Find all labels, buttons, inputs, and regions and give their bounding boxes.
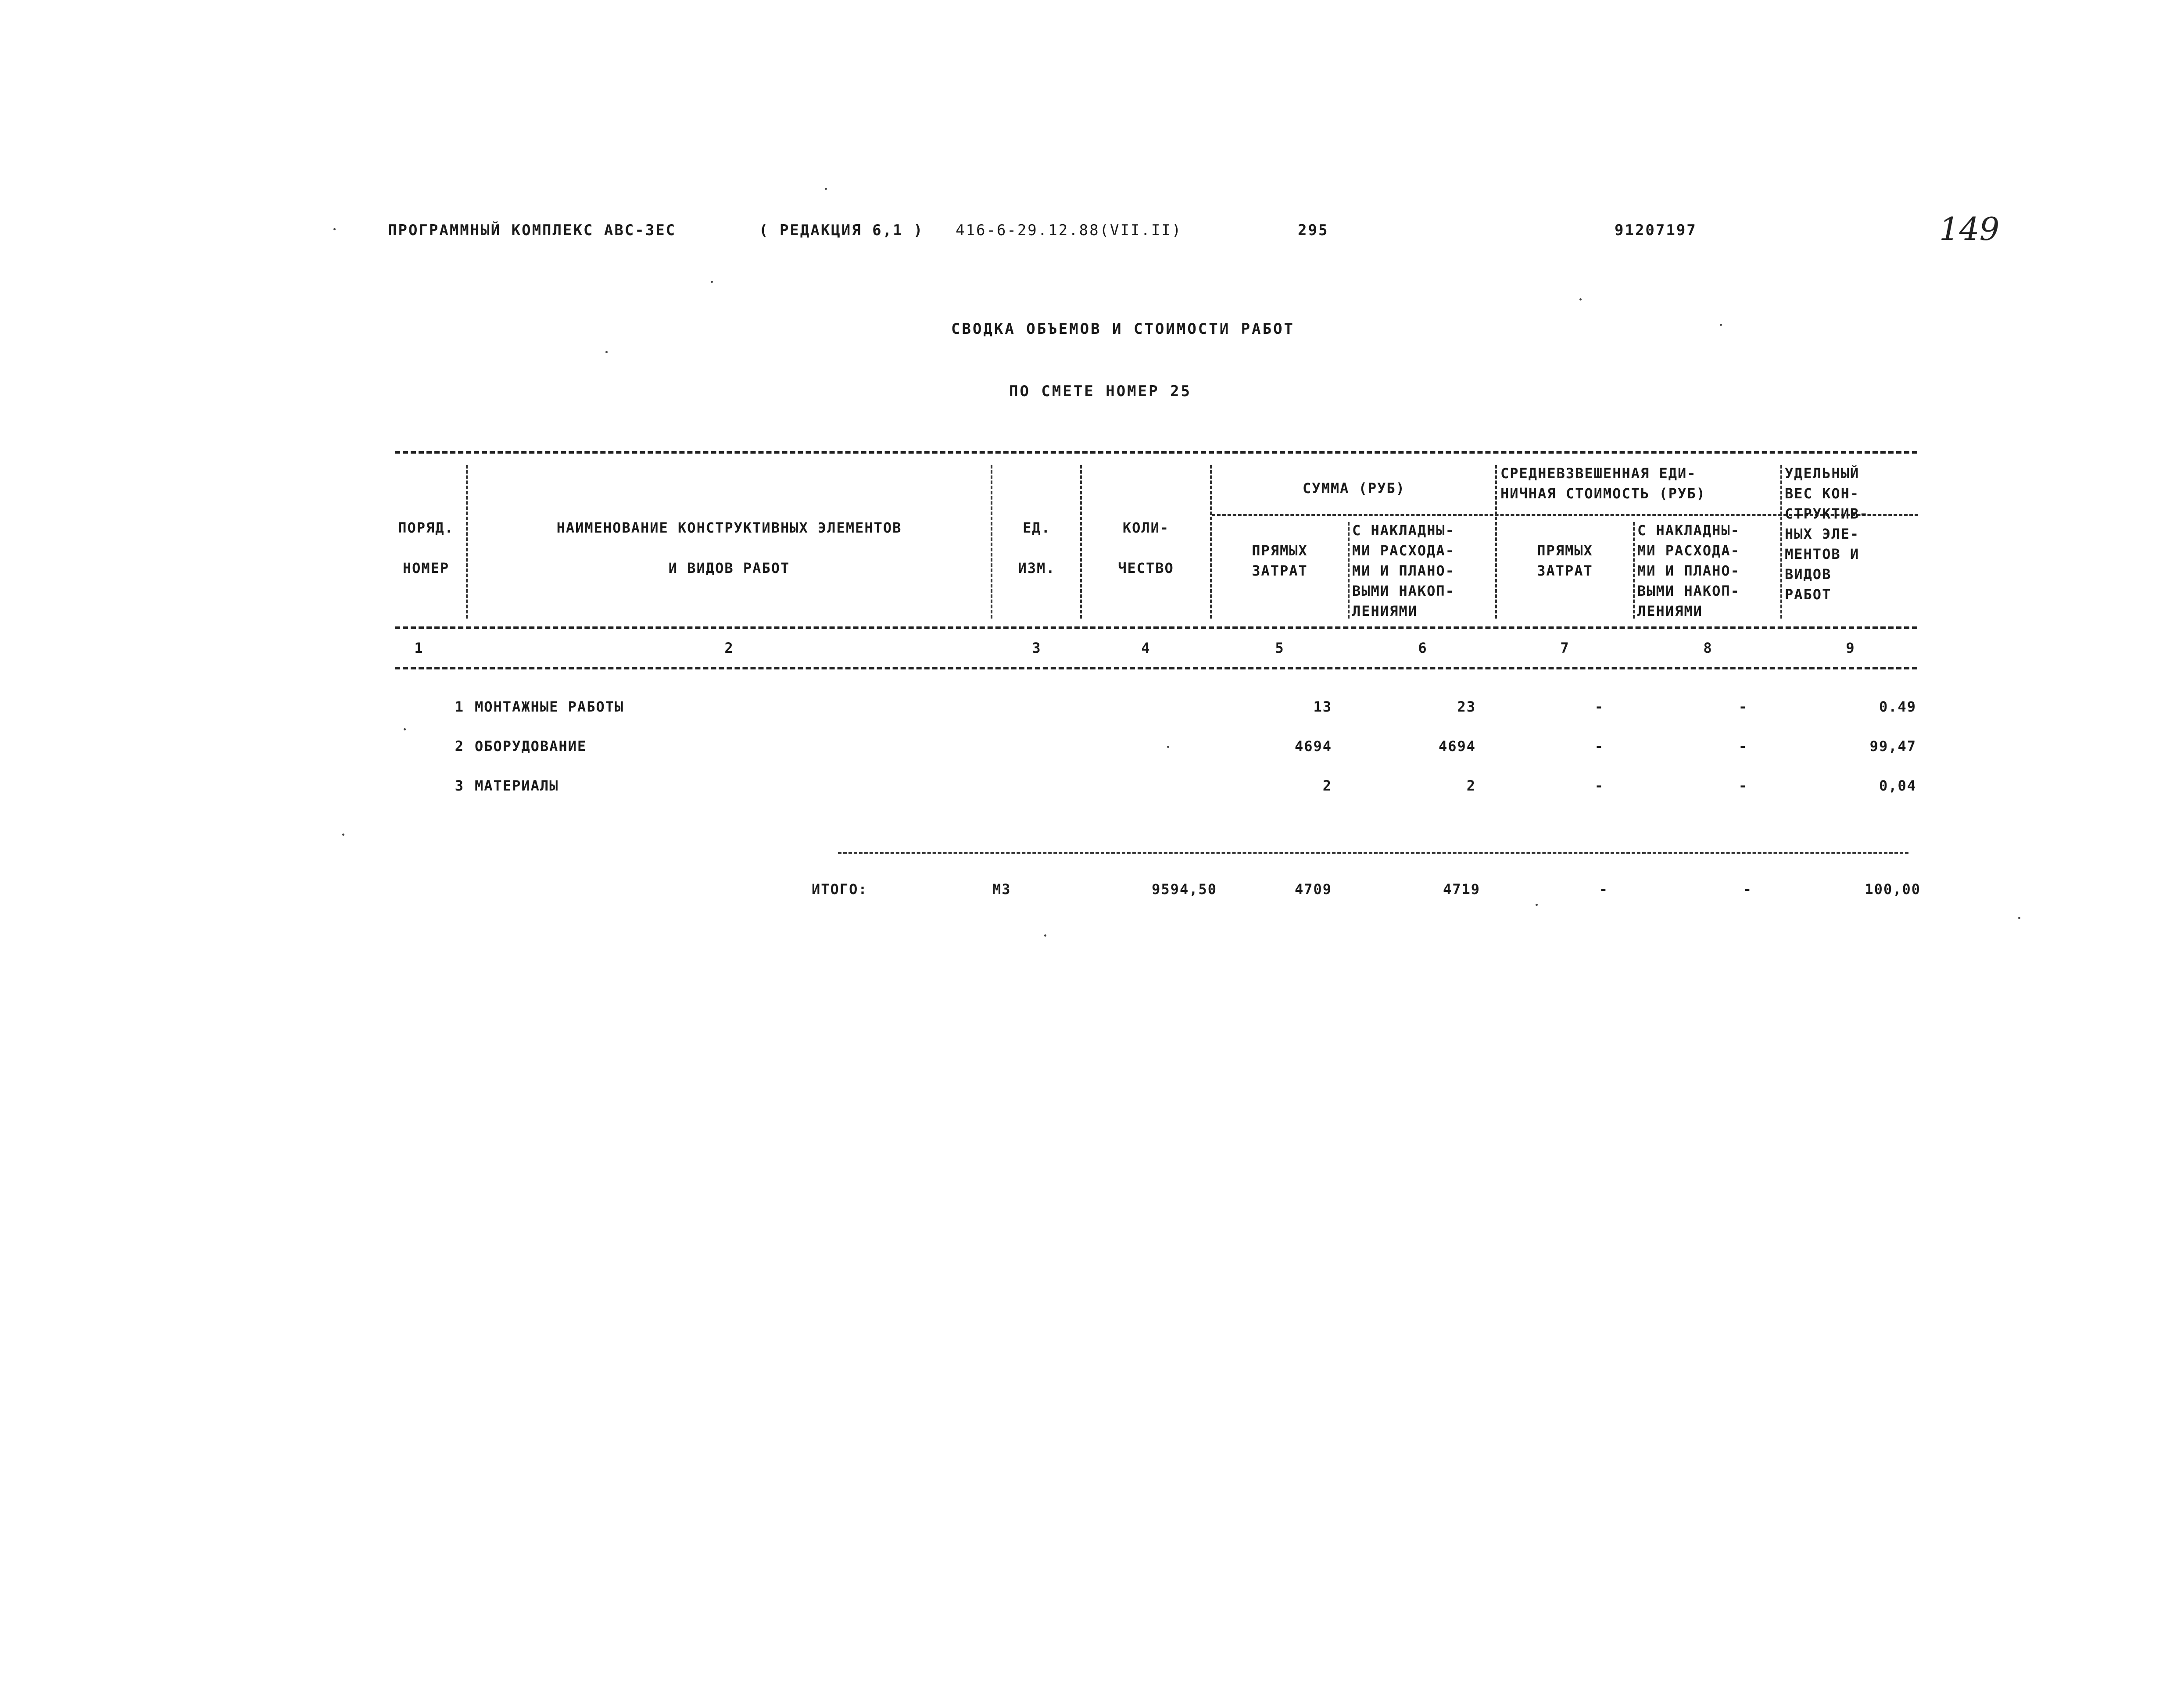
row-3-sum-direct: 2 [1322,777,1332,794]
col-separator [1495,465,1497,619]
header-unit: ЕД. ИЗМ. [1018,519,1056,576]
header-name: НАИМЕНОВАНИЕ КОНСТРУКТИВНЫХ ЭЛЕМЕНТОВ И ВИДОВ РАБОТ [556,519,902,576]
row-2-sum-overhead: 4694 [1438,738,1476,755]
scan-speck [1044,934,1046,937]
row-2-share: 99,47 [1869,738,1916,755]
total-sum-overhead: 4719 [1443,881,1480,898]
colnum-1: 1 [414,640,424,656]
header-avg-group: СРЕДНЕВЗВЕШЕННАЯ ЕДИ- НИЧНАЯ СТОИМОСТЬ (РУБ) [1500,465,1706,502]
doc-code: 416-6-29.12.88(VII.II) [956,222,1182,239]
row-2-sum-direct: 4694 [1294,738,1332,755]
colnum-3: 3 [1032,640,1042,656]
row-2-avg-overhead: - [1738,738,1748,755]
row-1-sum-direct: 13 [1313,698,1332,715]
handwritten-page-number: 149 [1939,211,2000,247]
scan-speck [2018,917,2020,919]
sheet-number: 295 [1298,222,1329,239]
colnum-6: 6 [1418,640,1428,656]
colnum-bottom-border [395,667,1917,669]
header-avg-overhead: С НАКЛАДНЫ- МИ РАСХОДА- МИ И ПЛАНО- ВЫМИ НАКОП- ЛЕНИЯМИ [1637,522,1740,619]
colnum-9: 9 [1846,640,1855,656]
total-label: ИТОГО: [812,881,868,898]
scan-speck [342,834,344,836]
colnum-2: 2 [724,640,734,656]
header-specific-weight: УДЕЛЬНЫЙ ВЕС КОН- СТРУКТИВ- НЫХ ЭЛЕ- МЕНТОВ И ВИДОВ РАБОТ [1785,465,1869,603]
total-sum-direct: 4709 [1294,881,1332,898]
program-name: ПРОГРАММНЫЙ КОМПЛЕКС АВС-3ЕС [388,222,677,239]
colnum-4: 4 [1141,640,1151,656]
scan-speck [711,281,713,283]
row-3-share: 0,04 [1879,777,1916,794]
document-subtitle: ПО СМЕТЕ НОМЕР 25 [1009,383,1192,400]
scan-speck [1536,904,1538,906]
colnum-8: 8 [1703,640,1713,656]
row-3-name: МАТЕРИАЛЫ [475,777,559,794]
col-separator [1633,522,1635,619]
row-1-share: 0.49 [1879,698,1916,715]
header-avg-direct: ПРЯМЫХ ЗАТРАТ [1537,542,1593,579]
row-1-avg-direct: - [1594,698,1604,715]
scan-speck [1167,746,1169,748]
scan-speck [404,728,406,730]
row-2-name: ОБОРУДОВАНИЕ [475,738,587,755]
scan-speck [1579,298,1582,301]
code-number: 91207197 [1615,222,1697,239]
row-2-avg-direct: - [1594,738,1604,755]
header-order: ПОРЯД. НОМЕР [398,519,454,576]
row-2-num: 2 [455,738,464,755]
col-separator [1348,522,1350,619]
colnum-5: 5 [1275,640,1285,656]
header-sum-group: СУММА (РУБ) [1303,480,1405,497]
total-avg-direct: - [1599,881,1608,898]
header-sum-direct: ПРЯМЫХ ЗАТРАТ [1252,542,1308,579]
document-title: СВОДКА ОБЪЕМОВ И СТОИМОСТИ РАБОТ [951,320,1295,338]
col-separator [1210,465,1212,619]
row-3-sum-overhead: 2 [1466,777,1476,794]
row-3-avg-overhead: - [1738,777,1748,794]
scan-speck [605,351,608,353]
colnum-7: 7 [1560,640,1570,656]
col-separator [466,465,468,619]
row-3-num: 3 [455,777,464,794]
total-unit: М3 [992,881,1011,898]
col-separator [991,465,992,619]
col-separator [1080,465,1082,619]
table-top-border [395,451,1917,454]
scan-speck [333,228,336,230]
total-separator [838,852,1908,854]
header-sum-overhead: С НАКЛАДНЫ- МИ РАСХОДА- МИ И ПЛАНО- ВЫМИ НАКОП- ЛЕНИЯМИ [1352,522,1455,619]
row-3-avg-direct: - [1594,777,1604,794]
scan-speck [825,188,827,190]
total-share: 100,00 [1865,881,1921,898]
row-1-avg-overhead: - [1738,698,1748,715]
edition: ( РЕДАКЦИЯ 6,1 ) [759,222,924,239]
scan-speck [1720,324,1722,326]
header-quantity: КОЛИ- ЧЕСТВО [1118,519,1174,576]
total-avg-overhead: - [1743,881,1752,898]
row-1-name: МОНТАЖНЫЕ РАБОТЫ [475,698,624,715]
row-1-sum-overhead: 23 [1457,698,1476,715]
header-bottom-border [395,626,1917,629]
row-1-num: 1 [455,698,464,715]
total-quantity: 9594,50 [1152,881,1217,898]
